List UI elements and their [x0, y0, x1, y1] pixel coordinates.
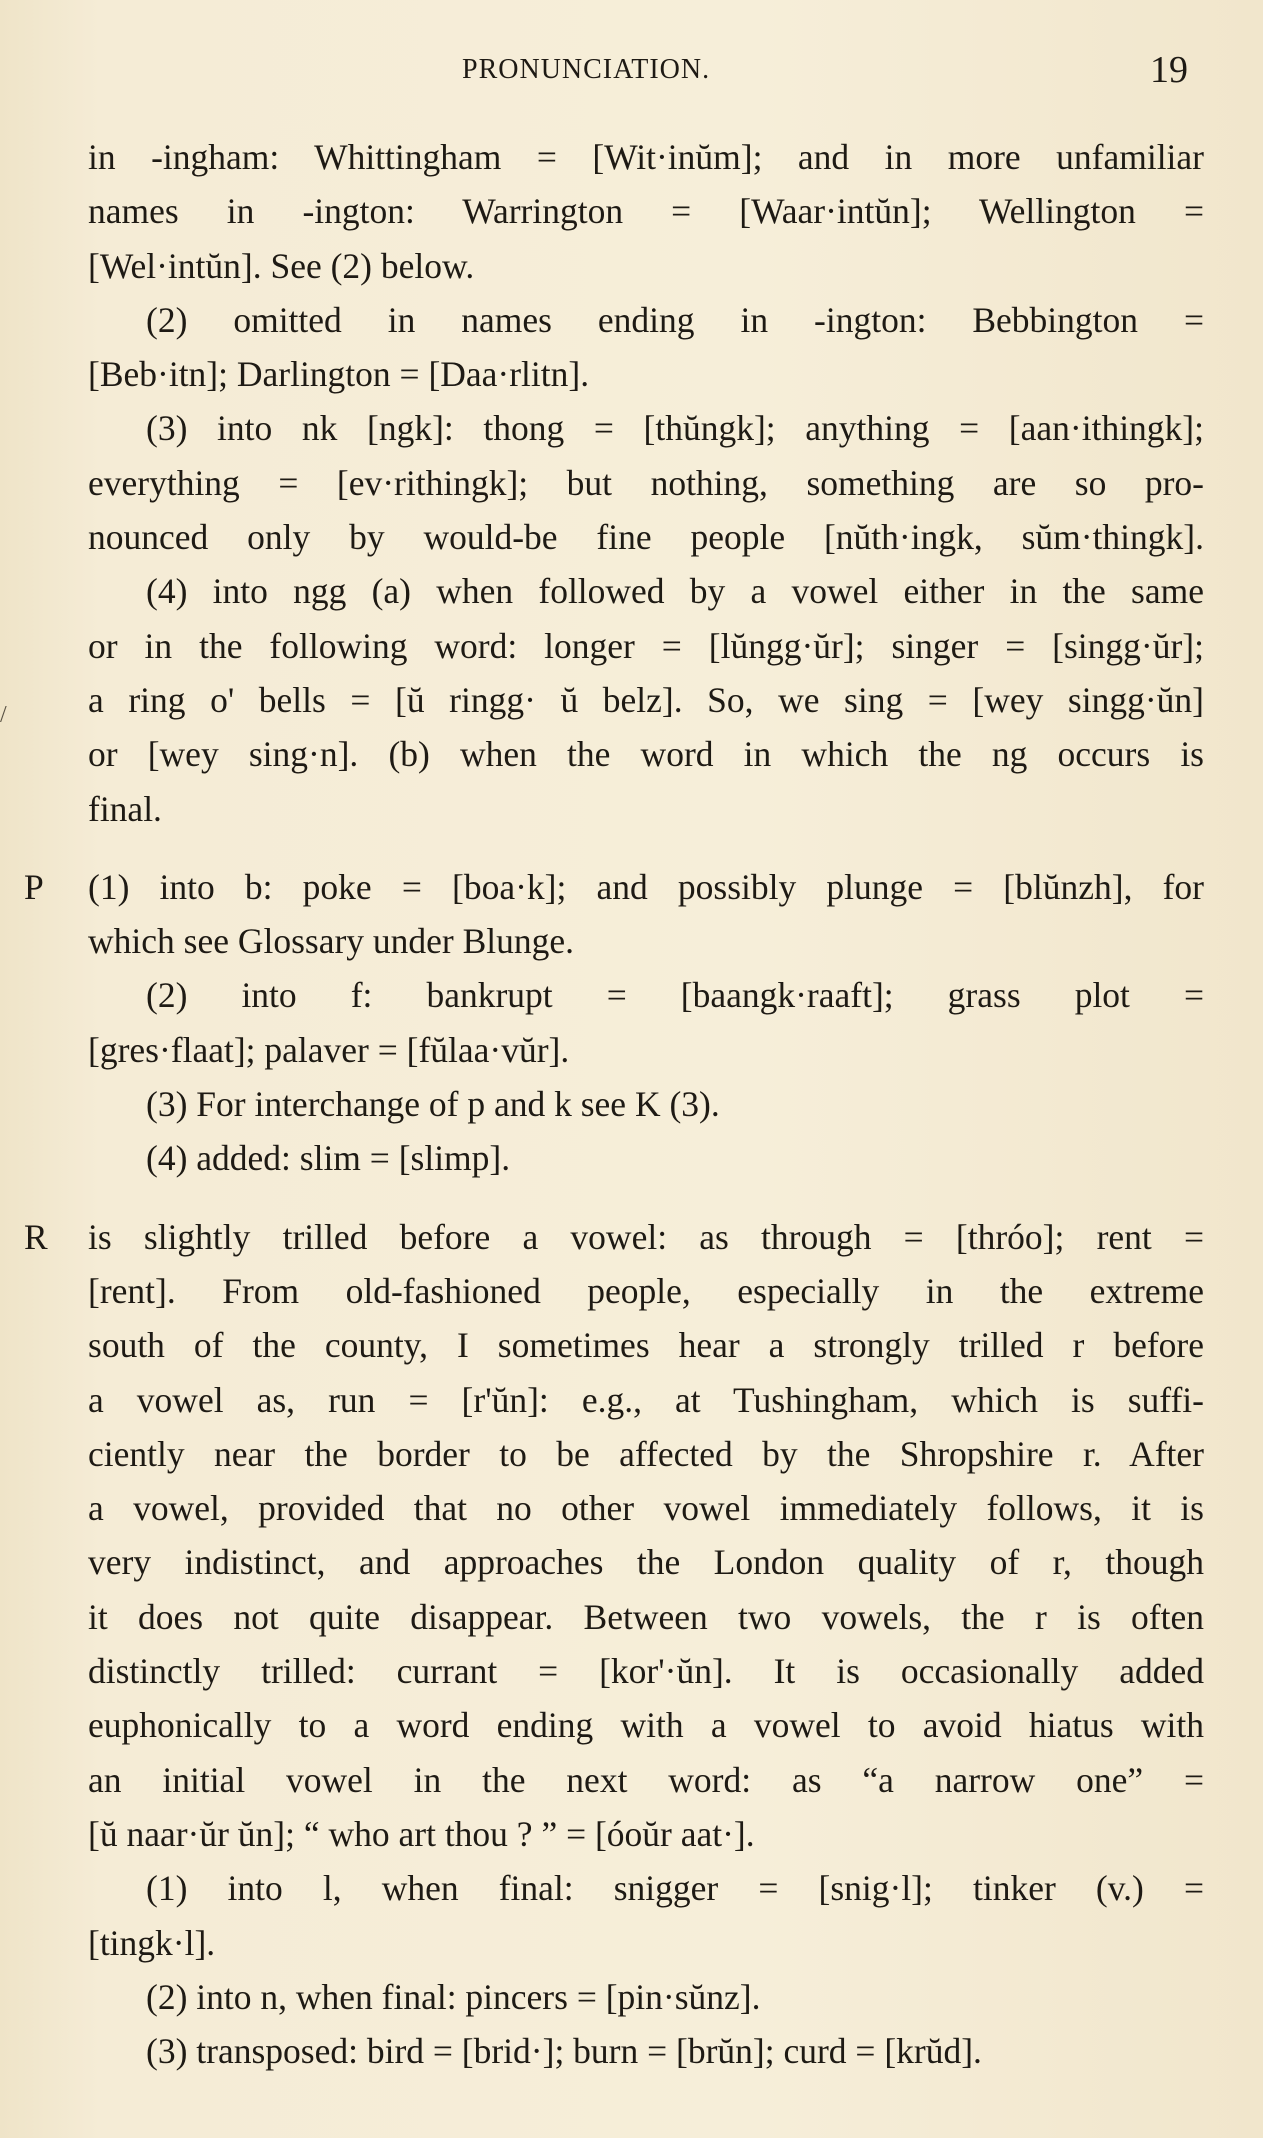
text-line: an initial vowel in the next word: as “a narrow one” = [88, 1759, 1204, 1800]
text-line: which see Glossary under Blunge. [88, 921, 575, 962]
text-line: it does not quite disappear. Between two vowels, the r is often [88, 1596, 1204, 1637]
text-line: in -ingham: Whittingham = [Wit·inŭm]; and in more unfamiliar [88, 137, 1204, 177]
text-line: (4) into ngg (a) when followed by a vowel either in the same [146, 571, 1204, 612]
section-p-first-line [24, 860, 1204, 914]
text-line: very indistinct, and approaches the London quality of r, though [88, 1542, 1204, 1583]
text-line: a ring o' bells = [ŭ ringg· ŭ belz]. So, we sing = [wey singg·ŭn] [88, 679, 1204, 720]
text-line: (1) into b: poke = [boa·k]; and possibly plunge = [blŭnzh], for [88, 866, 1204, 907]
text-line: (3) transposed: bird = [brid·]; burn = [brŭn]; curd = [krŭd]. [146, 2031, 982, 2072]
text-line: ciently near the border to be affected by the Shropshire r. After [88, 1433, 1204, 1474]
text-line: or in the following word: longer = [lŭngg·ŭr]; singer = [singg·ŭr]; [88, 625, 1204, 666]
text-line: a vowel, provided that no other vowel immediately follows, it is [88, 1488, 1204, 1529]
text-line: is slightly trilled before a vowel: as through = [thróo]; rent = [88, 1216, 1204, 1257]
text-line: a vowel as, run = [r'ŭn]: e.g., at Tushingham, which is suffi- [88, 1379, 1204, 1420]
text-line: or [wey sing·n]. (b) when the word in which the ng occurs is [88, 734, 1204, 775]
section-r-first-line [24, 1210, 1204, 1264]
margin-mark: / [0, 702, 7, 728]
text-line: (1) into l, when final: snigger = [snig·l]; tinker (v.) = [146, 1868, 1204, 1909]
section-letter-p: P [24, 866, 44, 907]
text-line: [gres·flaat]; palaver = [fŭlaa·vŭr]. [88, 1029, 570, 1070]
running-head [0, 48, 1263, 98]
text-line: names in -ington: Warrington = [Waar·intŭn]; Wellington = [88, 191, 1204, 232]
text-line: [tingk·l]. [88, 1922, 216, 1963]
text-line: (3) into nk [ngk]: thong = [thŭngk]; anything = [aan·ithingk]; [146, 408, 1204, 449]
text-line: final. [88, 788, 162, 829]
text-line: everything = [ev·rithingk]; but nothing, something are so pro- [88, 462, 1204, 503]
text-line: [Wel·intŭn]. See (2) below. [88, 245, 475, 286]
text-line: south of the county, I sometimes hear a strongly trilled r before [88, 1325, 1204, 1366]
text-line: (2) into n, when final: pincers = [pin·sŭnz]. [146, 1976, 761, 2017]
text-line: [rent]. From old-fashioned people, especially in the extreme [88, 1270, 1204, 1311]
text-line: (2) omitted in names ending in -ington: Bebbington = [146, 299, 1204, 340]
page-number: 19 [1150, 49, 1188, 91]
text-line: nounced only by would-be fine people [nŭth·ingk, sŭm·thingk]. [88, 517, 1204, 558]
text-line: [ŭ naar·ŭr ŭn]; “ who art thou ? ” = [óoŭr aat·]. [88, 1813, 755, 1854]
section-letter-r: R [24, 1216, 48, 1257]
text-line: (2) into f: bankrupt = [baangk·raaft]; grass plot = [146, 975, 1204, 1016]
text-line: [Beb·itn]; Darlington = [Daa·rlitn]. [88, 354, 590, 395]
text-line: (3) For interchange of p and k see K (3). [146, 1084, 720, 1125]
body-text [24, 130, 1204, 2078]
text-line: distinctly trilled: currant = [kor'·ŭn]. It is occasionally added [88, 1651, 1204, 1692]
running-title: PRONUNCIATION. [462, 54, 711, 85]
text-line: euphonically to a word ending with a vowel to avoid hiatus with [88, 1705, 1204, 1746]
text-line: (4) added: slim = [slimp]. [146, 1138, 511, 1179]
